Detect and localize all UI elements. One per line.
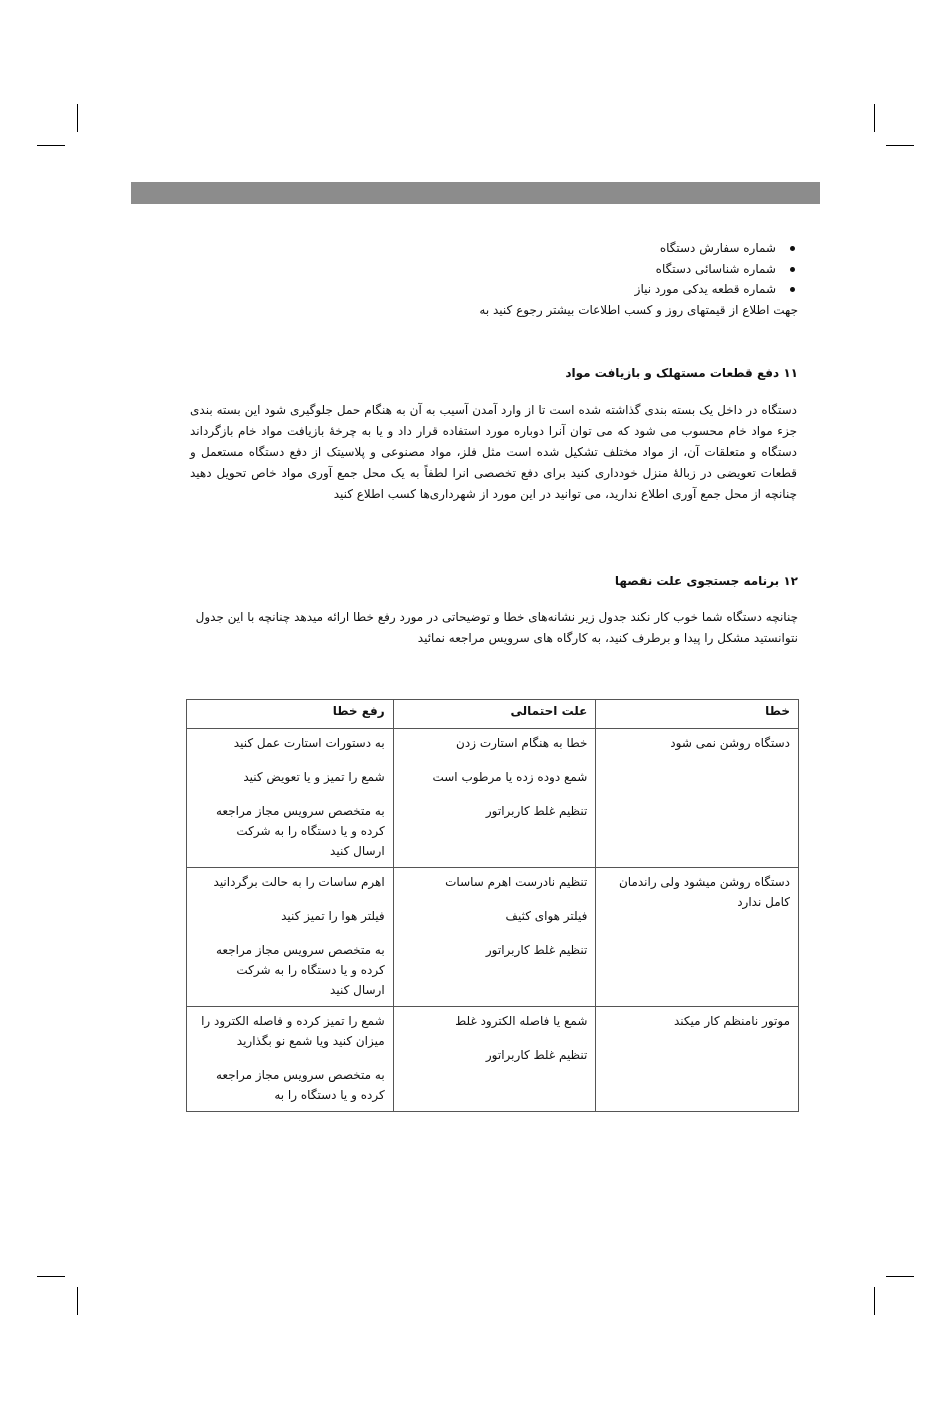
fix-cell: شمع را تمیز کرده و فاصله الکترود را میزان کنید ویا شمع نو بگذارید به متخصص سرویس مجاز مراجعه کرده و یا دستگاه را به	[187, 1007, 394, 1112]
order-info-list	[186, 238, 798, 320]
fault-cell: موتور نامنظم کار میکند	[596, 1007, 799, 1112]
section-11-title: ۱۱ دفع قطعات مستهلک و بازیافت مواد	[565, 366, 798, 380]
cause-cell: تنظیم نادرست اهرم ساسات فیلتر هوای کثیف تنظیم غلط کاربراتور	[393, 868, 596, 1007]
crop-mark	[886, 1276, 914, 1277]
header-fix: رفع خطا	[187, 700, 394, 729]
table-row	[187, 1007, 799, 1112]
troubleshooting-table	[160, 699, 799, 1112]
fix-cell: به دستورات استارت عمل کنید شمع را تمیز و یا تعویض کنید به متخصص سرویس مجاز مراجعه کرده و یا دستگاه را به شرکت ارسال کنید	[187, 729, 394, 868]
crop-mark	[874, 104, 875, 132]
header-bar	[131, 182, 820, 204]
crop-mark	[874, 1287, 875, 1315]
table-row	[187, 868, 799, 1007]
crop-mark	[37, 145, 65, 146]
crop-mark	[77, 1287, 78, 1315]
section-12-title: ۱۲ برنامه جستجوی علت نقصها	[614, 574, 798, 588]
table-row	[187, 729, 799, 868]
fault-cell: دستگاه روشن نمی شود	[596, 729, 799, 868]
contact-line: جهت اطلاع از قیمتهای روز و کسب اطلاعات بیشتر رجوع کنید به	[479, 302, 798, 317]
cause-cell: خطا به هنگام استارت زدن شمع دوده زده یا مرطوب است تنظیم غلط کاربراتور	[393, 729, 596, 868]
list-item: شماره سفارش دستگاه	[186, 238, 776, 259]
crop-mark	[77, 104, 78, 132]
section-11-body: دستگاه در داخل یک بسته بندی گذاشته شده است تا از وارد آمدن آسیب به آن به هنگام حمل جلوگیری شود این بسته بندی جزء مواد خام محسوب می شود که می توان آنرا دوباره مورد استفاده قرار داد و یا به چرخهٔ بازیافت مواد خام بازگرداند دستگاه و متعلقات آن، از مواد مختلف تشکیل شده است مثل فلز، مواد مصنوعی و پلاسیتک از دفع دستگاه مستعمل و قطعات تعویضی در زبالهٔ منزل خودداری کنید برای دفع تخصصی انرا لطفاً به یک محل جمع آوری مواد خاص تحویل دهید چنانچه از محل جمع آوری اطلاع ندارید، می توانید در این مورد از شهرداری‌ها کسب اطلاع کنید	[190, 403, 797, 501]
fault-cell: دستگاه روشن میشود ولی راندمان کامل ندارد	[596, 868, 799, 1007]
section-12-body: چنانچه دستگاه شما خوب کار نکند جدول زیر نشانه‌های خطا و توضیحاتی در مورد رفع خطا ارائه میدهد چنانچه با این جدول نتوانستید مشکل را پیدا و برطرف کنید، به کارگاه های سرویس مراجعه نمائید	[195, 610, 798, 645]
list-item: شماره قطعه یدکی مورد نیاز	[186, 279, 776, 300]
cause-cell: شمع یا فاصله الکترود غلط تنظیم غلط کاربراتور	[393, 1007, 596, 1112]
crop-mark	[886, 145, 914, 146]
table-header-row	[187, 700, 799, 729]
header-cause: علت احتمالی	[393, 700, 596, 729]
list-item: شماره شناسائی دستگاه	[186, 259, 776, 280]
header-fault: خطا	[596, 700, 799, 729]
crop-mark	[37, 1276, 65, 1277]
fix-cell: اهرم ساسات را به حالت برگردانید فیلتر هوا را تمیز کنید به متخصص سرویس مجاز مراجعه کرده و یا دستگاه را به شرکت ارسال کنید	[187, 868, 394, 1007]
